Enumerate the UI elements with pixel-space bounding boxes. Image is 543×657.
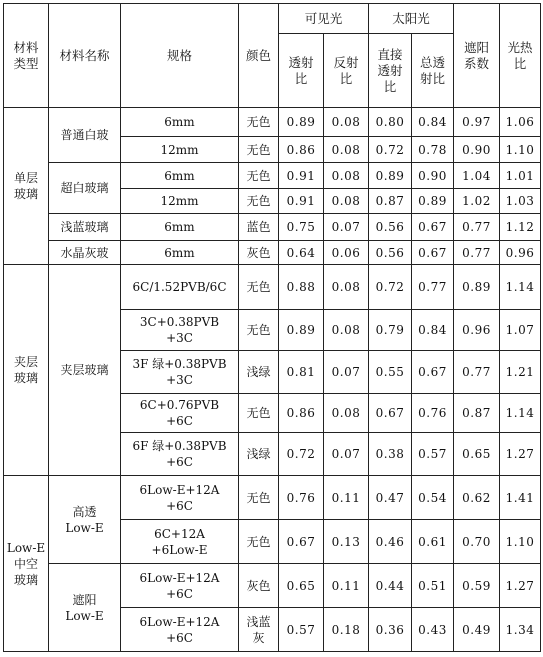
shading-coefficient-cell: 0.77 [454,351,500,394]
direct-transmittance-cell: 0.46 [369,520,412,564]
header-direct-transmittance: 直接 透射 比 [369,34,412,108]
light-to-solar-gain-cell: 1.21 [500,351,541,394]
visible-transmittance-cell: 0.88 [279,265,324,310]
material-type-cell: 单层 玻璃 [4,108,49,265]
header-visible-transmittance: 透射 比 [279,34,324,108]
light-to-solar-gain-cell: 1.12 [500,214,541,241]
total-transmittance-cell: 0.90 [412,163,454,189]
visible-reflectance-cell: 0.06 [324,241,369,265]
visible-reflectance-cell: 0.08 [324,108,369,137]
visible-transmittance-cell: 0.89 [279,310,324,351]
header-color: 颜色 [239,4,279,108]
color-cell: 无色 [239,310,279,351]
visible-reflectance-cell: 0.07 [324,351,369,394]
spec-cell: 6Low-E+12A +6C [121,476,239,520]
color-cell: 灰色 [239,241,279,265]
visible-reflectance-cell: 0.07 [324,214,369,241]
shading-coefficient-cell: 0.77 [454,214,500,241]
header-total-transmittance: 总透 射比 [412,34,454,108]
visible-transmittance-cell: 0.86 [279,137,324,163]
table-row [4,265,541,310]
glass-properties-table [3,3,541,652]
header-spec: 规格 [121,4,239,108]
header-visible-light: 可见光 [279,4,369,34]
header-type: 材料 类型 [4,4,49,108]
color-cell: 无色 [239,189,279,214]
visible-transmittance-cell: 0.64 [279,241,324,265]
material-name-cell: 夹层玻璃 [49,265,121,476]
spec-cell: 3F 绿+0.38PVB +3C [121,351,239,394]
spec-cell: 6Low-E+12A +6C [121,608,239,652]
visible-reflectance-cell: 0.08 [324,163,369,189]
visible-transmittance-cell: 0.76 [279,476,324,520]
shading-coefficient-cell: 0.87 [454,394,500,433]
shading-coefficient-cell: 0.70 [454,520,500,564]
table-row [4,108,541,137]
spec-cell: 6Low-E+12A +6C [121,564,239,608]
table-row [4,241,541,265]
light-to-solar-gain-cell: 1.06 [500,108,541,137]
color-cell: 无色 [239,394,279,433]
spec-cell: 6C+12A +6Low-E [121,520,239,564]
visible-transmittance-cell: 0.81 [279,351,324,394]
direct-transmittance-cell: 0.87 [369,189,412,214]
direct-transmittance-cell: 0.89 [369,163,412,189]
light-to-solar-gain-cell: 1.27 [500,564,541,608]
shading-coefficient-cell: 0.59 [454,564,500,608]
material-name-cell: 普通白玻 [49,108,121,163]
color-cell: 无色 [239,108,279,137]
shading-coefficient-cell: 0.89 [454,265,500,310]
visible-transmittance-cell: 0.65 [279,564,324,608]
total-transmittance-cell: 0.78 [412,137,454,163]
color-cell: 无色 [239,520,279,564]
color-cell: 浅蓝 灰 [239,608,279,652]
visible-transmittance-cell: 0.67 [279,520,324,564]
spec-cell: 6F 绿+0.38PVB +6C [121,433,239,476]
material-name-cell: 浅蓝玻璃 [49,214,121,241]
spec-cell: 6mm [121,108,239,137]
table-row [4,163,541,189]
direct-transmittance-cell: 0.47 [369,476,412,520]
material-type-cell: Low-E 中空 玻璃 [4,476,49,652]
total-transmittance-cell: 0.76 [412,394,454,433]
light-to-solar-gain-cell: 1.14 [500,394,541,433]
table-row [4,476,541,520]
direct-transmittance-cell: 0.67 [369,394,412,433]
spec-cell: 6C/1.52PVB/6C [121,265,239,310]
light-to-solar-gain-cell: 1.14 [500,265,541,310]
header-solar: 太阳光 [369,4,454,34]
total-transmittance-cell: 0.61 [412,520,454,564]
shading-coefficient-cell: 0.77 [454,241,500,265]
shading-coefficient-cell: 0.90 [454,137,500,163]
material-name-cell: 遮阳 Low-E [49,564,121,652]
visible-transmittance-cell: 0.57 [279,608,324,652]
direct-transmittance-cell: 0.38 [369,433,412,476]
light-to-solar-gain-cell: 1.27 [500,433,541,476]
visible-reflectance-cell: 0.08 [324,394,369,433]
table-row [4,214,541,241]
header-shading-coefficient: 遮阳 系数 [454,4,500,108]
total-transmittance-cell: 0.51 [412,564,454,608]
total-transmittance-cell: 0.77 [412,265,454,310]
table-row [4,564,541,608]
spec-cell: 3C+0.38PVB +3C [121,310,239,351]
material-name-cell: 超白玻璃 [49,163,121,214]
color-cell: 无色 [239,163,279,189]
total-transmittance-cell: 0.84 [412,310,454,351]
visible-reflectance-cell: 0.11 [324,476,369,520]
visible-reflectance-cell: 0.18 [324,608,369,652]
color-cell: 蓝色 [239,214,279,241]
direct-transmittance-cell: 0.80 [369,108,412,137]
direct-transmittance-cell: 0.55 [369,351,412,394]
color-cell: 灰色 [239,564,279,608]
shading-coefficient-cell: 1.02 [454,189,500,214]
direct-transmittance-cell: 0.36 [369,608,412,652]
light-to-solar-gain-cell: 0.96 [500,241,541,265]
total-transmittance-cell: 0.67 [412,241,454,265]
visible-reflectance-cell: 0.08 [324,137,369,163]
light-to-solar-gain-cell: 1.07 [500,310,541,351]
visible-reflectance-cell: 0.13 [324,520,369,564]
spec-cell: 6mm [121,163,239,189]
shading-coefficient-cell: 0.49 [454,608,500,652]
light-to-solar-gain-cell: 1.10 [500,520,541,564]
shading-coefficient-cell: 0.97 [454,108,500,137]
visible-transmittance-cell: 0.86 [279,394,324,433]
spec-cell: 12mm [121,189,239,214]
direct-transmittance-cell: 0.72 [369,265,412,310]
direct-transmittance-cell: 0.72 [369,137,412,163]
total-transmittance-cell: 0.54 [412,476,454,520]
total-transmittance-cell: 0.57 [412,433,454,476]
spec-cell: 6mm [121,214,239,241]
header-row [4,4,541,34]
visible-reflectance-cell: 0.08 [324,265,369,310]
light-to-solar-gain-cell: 1.01 [500,163,541,189]
shading-coefficient-cell: 0.62 [454,476,500,520]
color-cell: 浅绿 [239,351,279,394]
visible-reflectance-cell: 0.08 [324,310,369,351]
direct-transmittance-cell: 0.56 [369,214,412,241]
direct-transmittance-cell: 0.44 [369,564,412,608]
total-transmittance-cell: 0.89 [412,189,454,214]
direct-transmittance-cell: 0.56 [369,241,412,265]
visible-transmittance-cell: 0.89 [279,108,324,137]
direct-transmittance-cell: 0.79 [369,310,412,351]
total-transmittance-cell: 0.43 [412,608,454,652]
color-cell: 无色 [239,476,279,520]
light-to-solar-gain-cell: 1.10 [500,137,541,163]
visible-transmittance-cell: 0.75 [279,214,324,241]
visible-transmittance-cell: 0.91 [279,189,324,214]
header-light-to-solar-gain: 光热 比 [500,4,541,108]
header-visible-reflectance: 反射 比 [324,34,369,108]
visible-transmittance-cell: 0.91 [279,163,324,189]
light-to-solar-gain-cell: 1.41 [500,476,541,520]
color-cell: 无色 [239,137,279,163]
total-transmittance-cell: 0.67 [412,351,454,394]
shading-coefficient-cell: 0.96 [454,310,500,351]
visible-transmittance-cell: 0.72 [279,433,324,476]
color-cell: 浅绿 [239,433,279,476]
total-transmittance-cell: 0.67 [412,214,454,241]
spec-cell: 6mm [121,241,239,265]
light-to-solar-gain-cell: 1.34 [500,608,541,652]
spec-cell: 12mm [121,137,239,163]
light-to-solar-gain-cell: 1.03 [500,189,541,214]
shading-coefficient-cell: 0.65 [454,433,500,476]
color-cell: 无色 [239,265,279,310]
material-name-cell: 水晶灰玻 [49,241,121,265]
material-name-cell: 高透 Low-E [49,476,121,564]
header-name: 材料名称 [49,4,121,108]
visible-reflectance-cell: 0.07 [324,433,369,476]
shading-coefficient-cell: 1.04 [454,163,500,189]
material-type-cell: 夹层 玻璃 [4,265,49,476]
total-transmittance-cell: 0.84 [412,108,454,137]
spec-cell: 6C+0.76PVB +6C [121,394,239,433]
visible-reflectance-cell: 0.11 [324,564,369,608]
visible-reflectance-cell: 0.08 [324,189,369,214]
